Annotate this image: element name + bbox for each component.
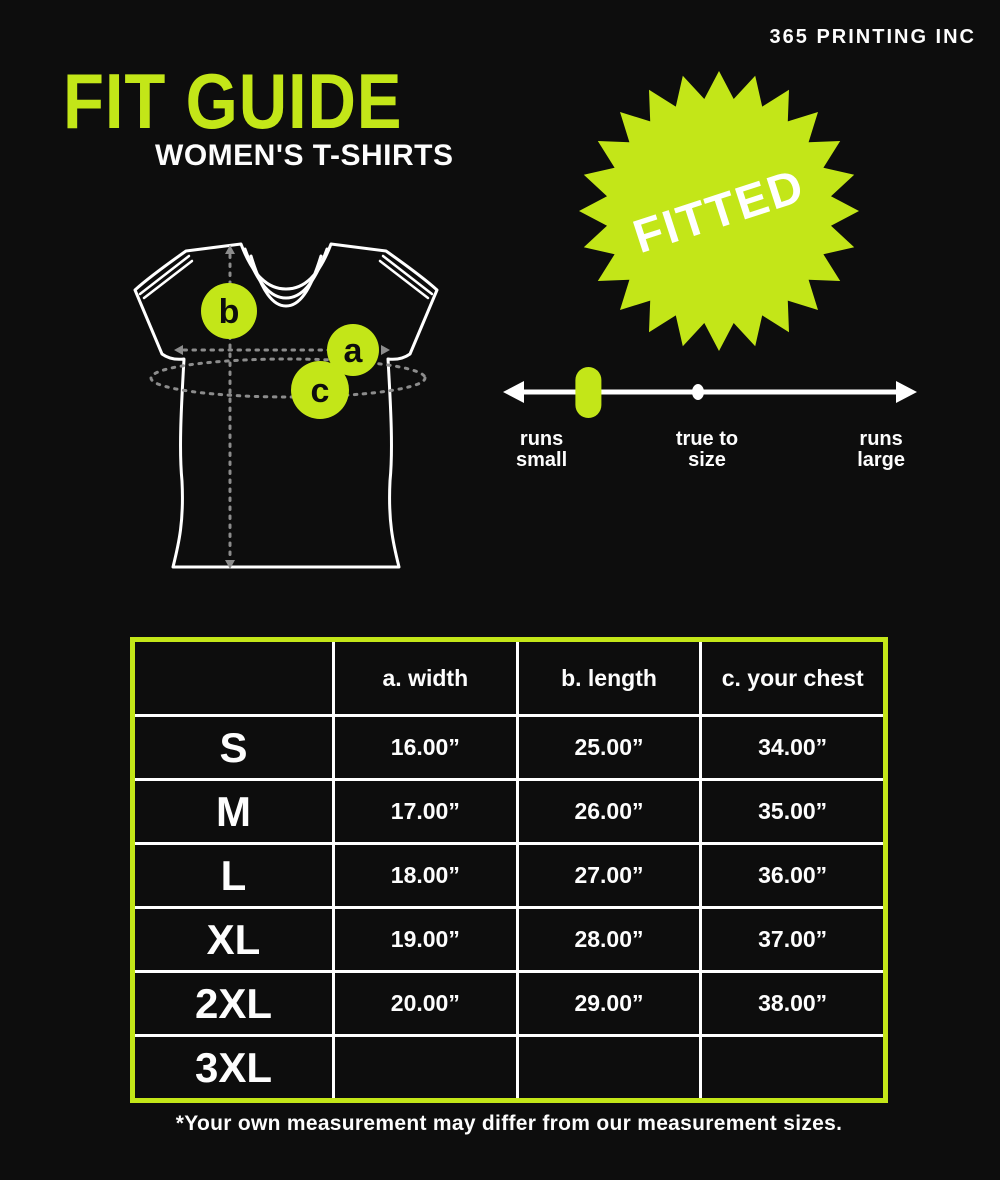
tshirt-outline-icon — [129, 241, 443, 573]
table-cell-width: 16.00” — [335, 717, 516, 778]
starburst-icon — [578, 70, 860, 352]
brand-name: 365 PRINTING INC — [769, 26, 976, 48]
marker-a-label: a — [343, 332, 363, 370]
marker-c-label: c — [310, 372, 330, 410]
table-cell-width: 18.00” — [335, 845, 516, 906]
table-header-corner — [135, 642, 332, 714]
scale-label-runs-small: runs small — [516, 428, 568, 471]
measure-arrowheads — [174, 245, 390, 569]
badge-label: FITTED — [626, 158, 811, 263]
table-header-chest: c. your chest — [702, 642, 883, 714]
arrow-right-icon — [896, 381, 917, 403]
table-cell-width — [335, 1037, 516, 1098]
arrow-left-icon — [503, 381, 524, 403]
table-row-size: 2XL — [135, 973, 332, 1034]
table-header-length: b. length — [519, 642, 700, 714]
size-table — [130, 637, 888, 1103]
table-cell-chest: 38.00” — [702, 973, 883, 1034]
table-cell-width: 20.00” — [335, 973, 516, 1034]
table-cell-width: 17.00” — [335, 781, 516, 842]
measurement-disclaimer: *Your own measurement may differ from our measurement sizes. — [175, 1112, 843, 1135]
scale-label-true-to-size: true to size — [675, 428, 739, 471]
table-cell-length — [519, 1037, 700, 1098]
tshirt-measurement-diagram — [129, 241, 443, 573]
table-row-size: S — [135, 717, 332, 778]
table-cell-length: 26.00” — [519, 781, 700, 842]
true-to-size-dot — [692, 384, 704, 400]
table-row-size: L — [135, 845, 332, 906]
fit-type-badge — [578, 70, 860, 352]
measurement-guides — [151, 255, 425, 559]
measure-markers — [201, 283, 379, 419]
fit-position-marker — [575, 367, 601, 418]
table-row-size: XL — [135, 909, 332, 970]
table-header-width: a. width — [335, 642, 516, 714]
table-row-size: M — [135, 781, 332, 842]
table-cell-chest: 37.00” — [702, 909, 883, 970]
table-cell-length: 28.00” — [519, 909, 700, 970]
page-title: FIT GUIDE — [63, 57, 403, 145]
table-row-size: 3XL — [135, 1037, 332, 1098]
scale-label-runs-large: runs large — [857, 428, 905, 471]
table-cell-chest: 36.00” — [702, 845, 883, 906]
marker-b-label: b — [218, 293, 240, 331]
table-cell-length: 25.00” — [519, 717, 700, 778]
chest-measure-ellipse — [151, 359, 425, 397]
table-cell-length: 29.00” — [519, 973, 700, 1034]
table-cell-chest: 35.00” — [702, 781, 883, 842]
table-cell-length: 27.00” — [519, 845, 700, 906]
table-cell-chest: 34.00” — [702, 717, 883, 778]
page-subtitle: WOMEN'S T-SHIRTS — [155, 139, 454, 172]
table-cell-chest — [702, 1037, 883, 1098]
table-cell-width: 19.00” — [335, 909, 516, 970]
